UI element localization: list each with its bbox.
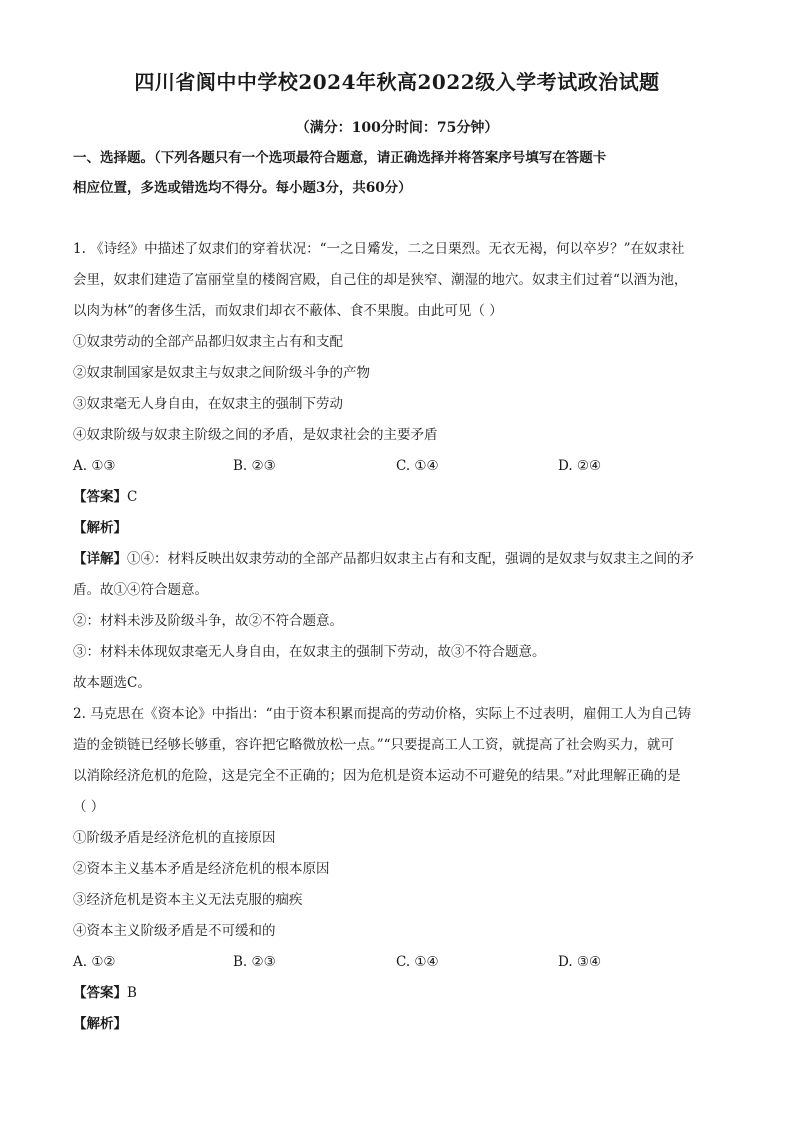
question-1-option-a: A. ①③ — [73, 458, 116, 474]
answer-label: 【答案】 — [73, 489, 127, 505]
question-1-stem: 1. 《诗经》中描述了奴隶们的穿着状况：“一之日觱发，二之日栗烈。无衣无褐，何以卒岁？”在奴隶社 — [73, 241, 685, 257]
question-1-detail: ②：材料未涉及阶级斗争，故②不符合题意。 — [73, 613, 343, 629]
question-1-detail — [73, 549, 733, 569]
question-1-statement: ①奴隶劳动的全部产品都归奴隶主占有和支配 — [73, 334, 343, 350]
question-2-answer — [73, 983, 733, 1003]
question-2-stem: 2. 马克思在《资本论》中指出：“由于资本积累而提高的劳动价格，实际上不过表明，雇佣工人为自己铸 — [73, 706, 692, 722]
question-1-option-d: D. ②④ — [558, 458, 602, 474]
question-1-statement: ④奴隶阶级与奴隶主阶级之间的矛盾，是奴隶社会的主要矛盾 — [73, 427, 438, 443]
question-2-option-b: B. ②③ — [233, 954, 276, 970]
section-heading: 一、选择题。（下列各题只有一个选项最符合题意，请正确选择并将答案序号填写在答题卡 — [73, 150, 607, 166]
question-1-stem: 会里，奴隶们建造了富丽堂皇的楼阁宫殿，自己住的却是狭窄、潮湿的地穴。奴隶主们过着“以酒为池， — [73, 272, 688, 288]
question-2-option-c: C. ①④ — [396, 954, 439, 970]
question-2-analysis-label: 【解析】 — [73, 1016, 127, 1032]
detail-text: ①④：材料反映出奴隶劳动的全部产品都归奴隶主占有和支配，强调的是奴隶与奴隶主之间的矛 — [127, 551, 694, 567]
question-1-detail: 盾。故①④符合题意。 — [73, 582, 208, 598]
question-2-statement: ③经济危机是资本主义无法克服的痼疾 — [73, 892, 303, 908]
detail-label: 【详解】 — [73, 551, 127, 567]
question-1-option-c: C. ①④ — [396, 458, 439, 474]
answer-value: C — [127, 489, 138, 505]
question-1-statement: ③奴隶毫无人身自由，在奴隶主的强制下劳动 — [73, 396, 343, 412]
question-2-stem: 以消除经济危机的危险，这是完全不正确的；因为危机是资本运动不可避免的结果。”对此理解正确的是 — [73, 768, 681, 784]
question-2-option-a: A. ①② — [73, 954, 116, 970]
page-title: 四川省阆中中学校2024年秋高2022级入学考试政治试题 — [134, 70, 660, 94]
question-1-analysis-label: 【解析】 — [73, 520, 127, 536]
question-1-detail: ③：材料未体现奴隶毫无人身自由，在奴隶主的强制下劳动，故③不符合题意。 — [73, 644, 546, 660]
question-1-statement: ②奴隶制国家是奴隶主与奴隶之间阶级斗争的产物 — [73, 365, 370, 381]
question-1-detail: 故本题选C。 — [73, 675, 151, 691]
answer-label: 【答案】 — [73, 985, 127, 1001]
question-2-statement: ①阶级矛盾是经济危机的直接原因 — [73, 830, 276, 846]
question-2-stem: （ ） — [73, 799, 105, 815]
question-1-stem: 以肉为林”的奢侈生活，而奴隶们却衣不蔽体、食不果腹。由此可见（ ） — [73, 303, 503, 319]
page-subtitle: （满分：100分时间：75分钟） — [295, 120, 499, 136]
question-2-statement: ②资本主义基本矛盾是经济危机的根本原因 — [73, 861, 330, 877]
question-1-answer — [73, 487, 733, 507]
question-1-option-b: B. ②③ — [233, 458, 276, 474]
question-2-option-d: D. ③④ — [558, 954, 602, 970]
answer-value: B — [127, 985, 137, 1001]
question-2-stem: 造的金锁链已经够长够重，容许把它略微放松一点。”“只要提高工人工资，就提高了社会购买力，就可 — [73, 737, 675, 753]
section-heading: 相应位置，多选或错选均不得分。每小题3分，共60分） — [73, 180, 412, 196]
question-2-statement: ④资本主义阶级矛盾是不可缓和的 — [73, 923, 276, 939]
